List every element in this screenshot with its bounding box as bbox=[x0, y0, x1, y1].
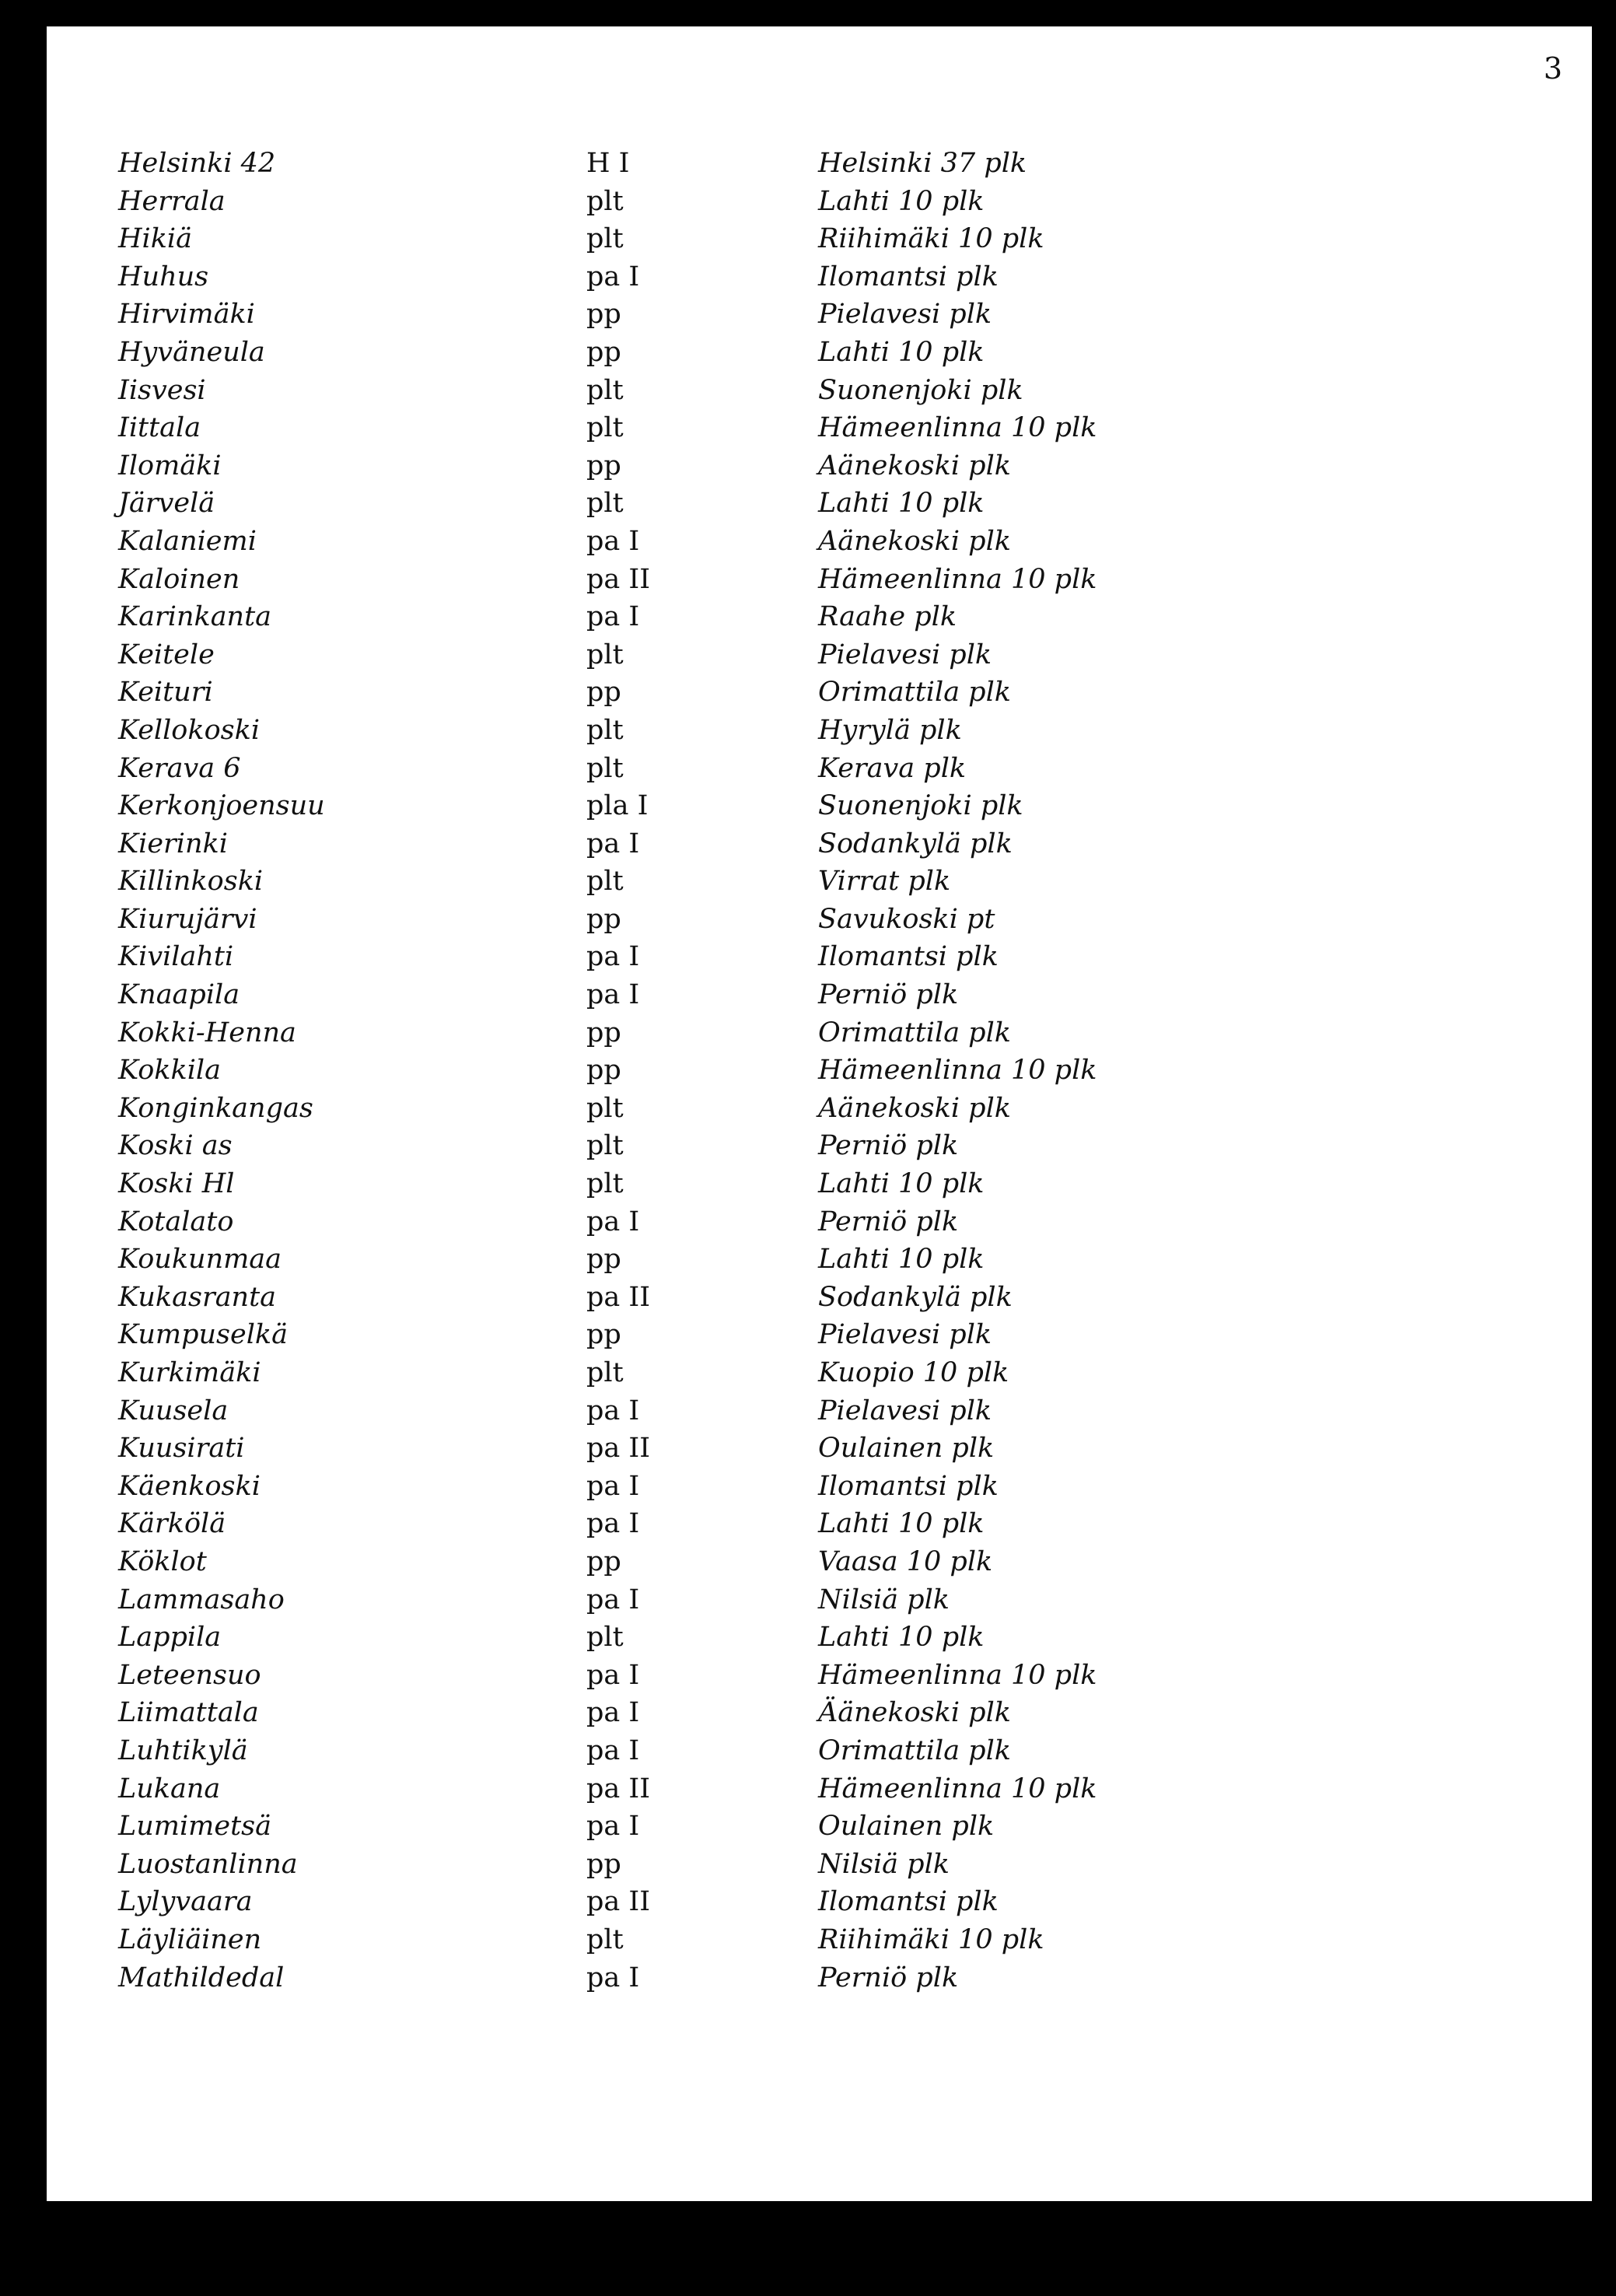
place-name: Leteensuo bbox=[118, 1659, 261, 1691]
place-name: Kuusela bbox=[118, 1395, 229, 1426]
list-row bbox=[118, 787, 1207, 825]
parent-office: Hämeenlinna 10 plk bbox=[818, 1773, 1097, 1804]
place-name: Luhtikylä bbox=[118, 1734, 248, 1766]
place-name: Kumpuselkä bbox=[118, 1319, 288, 1351]
place-name: Keitele bbox=[118, 639, 215, 670]
parent-office: Lahti 10 plk bbox=[818, 1168, 985, 1200]
list-row bbox=[118, 334, 1207, 372]
place-name: Killinkoski bbox=[118, 866, 264, 898]
list-row bbox=[118, 750, 1207, 788]
list-row bbox=[118, 712, 1207, 750]
list-row bbox=[118, 183, 1207, 221]
list-row bbox=[118, 1657, 1207, 1695]
parent-office: Suonenjoki plk bbox=[818, 790, 1023, 822]
parent-office: Ilomantsi plk bbox=[818, 941, 999, 973]
parent-office: Lahti 10 plk bbox=[818, 488, 985, 520]
parent-office: Riihimäki 10 plk bbox=[818, 223, 1044, 255]
list-row bbox=[118, 372, 1207, 410]
place-name: Konginkangas bbox=[118, 1092, 313, 1124]
list-row bbox=[118, 1430, 1207, 1468]
list-row bbox=[118, 938, 1207, 976]
parent-office: Lahti 10 plk bbox=[818, 185, 985, 217]
office-class: plt bbox=[586, 1092, 624, 1124]
office-class: pa II bbox=[586, 1773, 651, 1804]
list-row bbox=[118, 258, 1207, 296]
parent-office: Vaasa 10 plk bbox=[818, 1545, 993, 1577]
place-name: Huhus bbox=[118, 261, 209, 292]
place-name: Koski as bbox=[118, 1130, 233, 1162]
list-row bbox=[118, 1732, 1207, 1770]
list-row bbox=[118, 1543, 1207, 1581]
place-name: Kierinki bbox=[118, 828, 228, 859]
list-row bbox=[118, 145, 1207, 183]
office-class: plt bbox=[586, 1357, 624, 1388]
list-row bbox=[118, 1846, 1207, 1884]
parent-office: Kuopio 10 plk bbox=[818, 1357, 1009, 1388]
place-name: Lammasaho bbox=[118, 1584, 285, 1615]
office-class: pa I bbox=[586, 1470, 640, 1502]
place-name: Hyväneula bbox=[118, 336, 265, 368]
parent-office: Hyrylä plk bbox=[818, 714, 962, 746]
office-class: H I bbox=[586, 148, 630, 179]
office-class: pp bbox=[586, 1055, 621, 1087]
place-name: Lukana bbox=[118, 1773, 221, 1804]
parent-office: Hämeenlinna 10 plk bbox=[818, 1659, 1097, 1691]
office-class: plt bbox=[586, 866, 624, 898]
place-name: Herrala bbox=[118, 185, 226, 217]
parent-office: Hämeenlinna 10 plk bbox=[818, 412, 1097, 444]
office-class: pp bbox=[586, 450, 621, 481]
place-name: Liimattala bbox=[118, 1697, 259, 1729]
place-name: Kiurujärvi bbox=[118, 903, 257, 935]
place-name: Koski Hl bbox=[118, 1168, 235, 1200]
office-class: pp bbox=[586, 1244, 621, 1276]
parent-office: Lahti 10 plk bbox=[818, 1244, 985, 1276]
list-row bbox=[118, 598, 1207, 636]
list-row bbox=[118, 863, 1207, 901]
parent-office: Perniö plk bbox=[818, 979, 959, 1011]
list-row bbox=[118, 1883, 1207, 1921]
list-row bbox=[118, 1808, 1207, 1846]
list-row bbox=[118, 485, 1207, 523]
place-name: Köklot bbox=[118, 1545, 207, 1577]
page-number: 3 bbox=[1543, 51, 1562, 86]
place-name: Karinkanta bbox=[118, 601, 272, 633]
office-class: pa I bbox=[586, 525, 640, 557]
office-class: pa II bbox=[586, 1886, 651, 1918]
list-row bbox=[118, 1581, 1207, 1619]
office-class: pa I bbox=[586, 1697, 640, 1729]
place-name: Lumimetsä bbox=[118, 1811, 271, 1843]
list-row bbox=[118, 1921, 1207, 1959]
place-name: Kokki-Henna bbox=[118, 1017, 296, 1048]
office-class: pp bbox=[586, 1848, 621, 1880]
list-row bbox=[118, 1770, 1207, 1808]
parent-office: Pielavesi plk bbox=[818, 639, 992, 670]
post-office-list bbox=[118, 145, 1207, 1997]
list-row bbox=[118, 1505, 1207, 1543]
list-row bbox=[118, 523, 1207, 561]
office-class: plt bbox=[586, 488, 624, 520]
parent-office: Lahti 10 plk bbox=[818, 1508, 985, 1540]
list-row bbox=[118, 1392, 1207, 1430]
place-name: Kuusirati bbox=[118, 1433, 245, 1465]
place-name: Iisvesi bbox=[118, 374, 206, 406]
list-row bbox=[118, 674, 1207, 712]
place-name: Iittala bbox=[118, 412, 201, 444]
parent-office: Ilomantsi plk bbox=[818, 1886, 999, 1918]
place-name: Kerava 6 bbox=[118, 752, 241, 784]
office-class: plt bbox=[586, 185, 624, 217]
list-row bbox=[118, 1203, 1207, 1241]
office-class: pa I bbox=[586, 1659, 640, 1691]
list-row bbox=[118, 636, 1207, 674]
place-name: Hirvimäki bbox=[118, 299, 255, 331]
parent-office: Perniö plk bbox=[818, 1962, 959, 1993]
place-name: Kalaniemi bbox=[118, 525, 257, 557]
place-name: Luostanlinna bbox=[118, 1848, 298, 1880]
office-class: pa I bbox=[586, 979, 640, 1011]
parent-office: Aänekoski plk bbox=[818, 525, 1011, 557]
list-row bbox=[118, 1014, 1207, 1052]
parent-office: Ilomantsi plk bbox=[818, 1470, 999, 1502]
place-name: Kukasranta bbox=[118, 1281, 277, 1313]
list-row bbox=[118, 1619, 1207, 1657]
place-name: Mathildedal bbox=[118, 1962, 285, 1993]
parent-office: Sodankylä plk bbox=[818, 1281, 1013, 1313]
list-row bbox=[118, 976, 1207, 1014]
office-class: plt bbox=[586, 412, 624, 444]
place-name: Ilomäki bbox=[118, 450, 222, 481]
parent-office: Perniö plk bbox=[818, 1206, 959, 1237]
parent-office: Äänekoski plk bbox=[818, 1697, 1011, 1729]
list-row bbox=[118, 220, 1207, 258]
list-row bbox=[118, 561, 1207, 599]
parent-office: Ilomantsi plk bbox=[818, 261, 999, 292]
list-row bbox=[118, 1165, 1207, 1203]
list-row bbox=[118, 1090, 1207, 1128]
place-name: Kivilahti bbox=[118, 941, 234, 973]
parent-office: Nilsiä plk bbox=[818, 1848, 950, 1880]
place-name: Kotalato bbox=[118, 1206, 234, 1237]
list-row bbox=[118, 1127, 1207, 1165]
place-name: Hikiä bbox=[118, 223, 192, 255]
parent-office: Aänekoski plk bbox=[818, 450, 1011, 481]
office-class: pa I bbox=[586, 1811, 640, 1843]
place-name: Järvelä bbox=[118, 488, 215, 520]
office-class: pla I bbox=[586, 790, 649, 822]
parent-office: Pielavesi plk bbox=[818, 1319, 992, 1351]
parent-office: Nilsiä plk bbox=[818, 1584, 950, 1615]
parent-office: Riihimäki 10 plk bbox=[818, 1923, 1044, 1955]
list-row bbox=[118, 1052, 1207, 1090]
office-class: plt bbox=[586, 639, 624, 670]
office-class: pa I bbox=[586, 1508, 640, 1540]
place-name: Kerkonjoensuu bbox=[118, 790, 325, 822]
office-class: pa I bbox=[586, 1734, 640, 1766]
parent-office: Sodankylä plk bbox=[818, 828, 1013, 859]
list-row bbox=[118, 1279, 1207, 1317]
office-class: pa I bbox=[586, 601, 640, 633]
parent-office: Orimattila plk bbox=[818, 1734, 1011, 1766]
parent-office: Oulainen plk bbox=[818, 1811, 995, 1843]
parent-office: Savukoski pt bbox=[818, 903, 995, 935]
office-class: pp bbox=[586, 1017, 621, 1048]
document-page bbox=[47, 26, 1592, 2201]
place-name: Lappila bbox=[118, 1622, 222, 1654]
parent-office: Orimattila plk bbox=[818, 677, 1011, 709]
office-class: pa I bbox=[586, 828, 640, 859]
parent-office: Pielavesi plk bbox=[818, 299, 992, 331]
parent-office: Hämeenlinna 10 plk bbox=[818, 1055, 1097, 1087]
office-class: pa I bbox=[586, 1395, 640, 1426]
parent-office: Orimattila plk bbox=[818, 1017, 1011, 1048]
office-class: plt bbox=[586, 714, 624, 746]
office-class: pa I bbox=[586, 1206, 640, 1237]
office-class: pa I bbox=[586, 261, 640, 292]
list-row bbox=[118, 1694, 1207, 1732]
office-class: plt bbox=[586, 1130, 624, 1162]
office-class: pp bbox=[586, 677, 621, 709]
office-class: plt bbox=[586, 752, 624, 784]
list-row bbox=[118, 1316, 1207, 1354]
office-class: pa I bbox=[586, 1584, 640, 1615]
parent-office: Raahe plk bbox=[818, 601, 957, 633]
parent-office: Lahti 10 plk bbox=[818, 1622, 985, 1654]
list-row bbox=[118, 825, 1207, 863]
place-name: Läyliäinen bbox=[118, 1923, 262, 1955]
office-class: pa II bbox=[586, 1281, 651, 1313]
list-row bbox=[118, 1354, 1207, 1392]
place-name: Kurkimäki bbox=[118, 1357, 261, 1388]
place-name: Kokkila bbox=[118, 1055, 221, 1087]
parent-office: Pielavesi plk bbox=[818, 1395, 992, 1426]
parent-office: Lahti 10 plk bbox=[818, 336, 985, 368]
place-name: Helsinki 42 bbox=[118, 148, 276, 179]
parent-office: Oulainen plk bbox=[818, 1433, 995, 1465]
place-name: Kellokoski bbox=[118, 714, 261, 746]
office-class: plt bbox=[586, 1622, 624, 1654]
office-class: pa I bbox=[586, 941, 640, 973]
office-class: plt bbox=[586, 1923, 624, 1955]
office-class: pp bbox=[586, 1319, 621, 1351]
office-class: plt bbox=[586, 1168, 624, 1200]
list-row bbox=[118, 1468, 1207, 1506]
list-row bbox=[118, 1959, 1207, 1997]
place-name: Koukunmaa bbox=[118, 1244, 282, 1276]
parent-office: Suonenjoki plk bbox=[818, 374, 1023, 406]
office-class: pa I bbox=[586, 1962, 640, 1993]
parent-office: Perniö plk bbox=[818, 1130, 959, 1162]
office-class: pa II bbox=[586, 563, 651, 595]
list-row bbox=[118, 901, 1207, 939]
place-name: Kaloinen bbox=[118, 563, 240, 595]
place-name: Käenkoski bbox=[118, 1470, 261, 1502]
office-class: plt bbox=[586, 374, 624, 406]
office-class: pp bbox=[586, 299, 621, 331]
parent-office: Hämeenlinna 10 plk bbox=[818, 563, 1097, 595]
list-row bbox=[118, 447, 1207, 485]
place-name: Keituri bbox=[118, 677, 213, 709]
parent-office: Helsinki 37 plk bbox=[818, 148, 1027, 179]
place-name: Lylyvaara bbox=[118, 1886, 253, 1918]
office-class: pa II bbox=[586, 1433, 651, 1465]
list-row bbox=[118, 1241, 1207, 1279]
office-class: pp bbox=[586, 903, 621, 935]
parent-office: Aänekoski plk bbox=[818, 1092, 1011, 1124]
list-row bbox=[118, 296, 1207, 334]
office-class: pp bbox=[586, 336, 621, 368]
parent-office: Kerava plk bbox=[818, 752, 967, 784]
place-name: Kärkölä bbox=[118, 1508, 226, 1540]
parent-office: Virrat plk bbox=[818, 866, 951, 898]
office-class: plt bbox=[586, 223, 624, 255]
place-name: Knaapila bbox=[118, 979, 240, 1011]
office-class: pp bbox=[586, 1545, 621, 1577]
list-row bbox=[118, 409, 1207, 447]
